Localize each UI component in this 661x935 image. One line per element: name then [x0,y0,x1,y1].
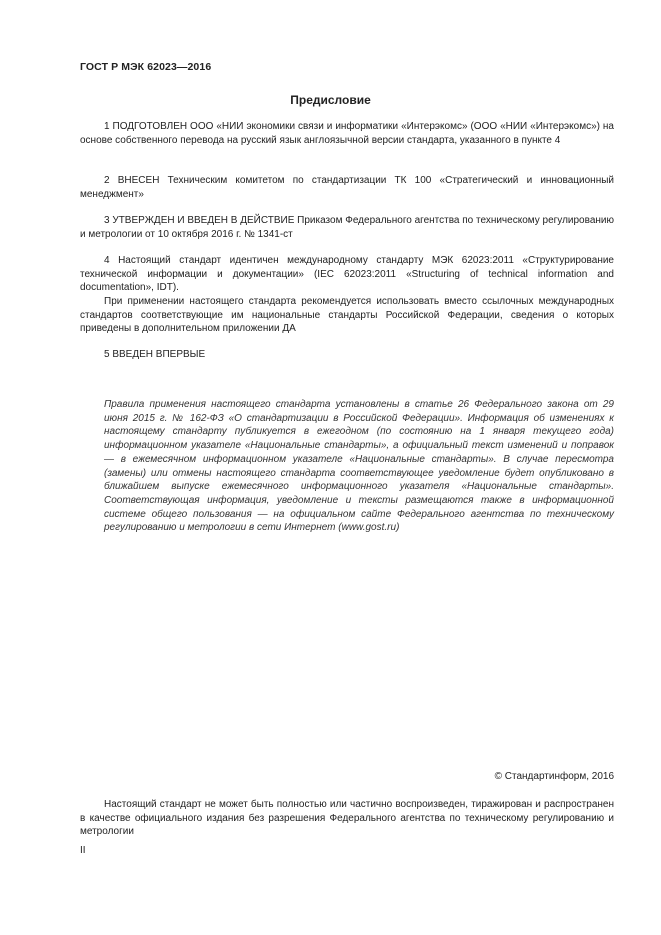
foreword-item-2: 2 ВНЕСЕН Техническим комитетом по стандартизации ТК 100 «Стратегический и инновационный менеджмент» [80,175,614,200]
foreword-item-1: 1 ПОДГОТОВЛЕН ООО «НИИ экономики связи и информатики «Интерэкомс» (ООО «НИИ «Интерэкомс») на основе собственного перевода на русский язык англоязычной версии стандарта, указанного в пункте 4 [80,121,614,146]
standard-rules-notice: Правила применения настоящего стандарта установлены в статье 26 Федерального закона от 29 июня 2015 г. № 162-ФЗ «О стандартизации в Российской Федерации». Информация об изменениях к настоящему стандарту публикуется в ежегодном (по состоянию на 1 января текущего года) информационном указателе «Национальные стандарты», а официальный текст изменений и поправок — в ежемесячном информационном указателе «Национальные стандарты». В случае пересмотра (замены) или отмены настоящего стандарта соответствующее уведомление будет опубликовано в ближайшем выпуске ежемесячного информационного указателя «Национальные стандарты». Соответствующая информация, уведомление и тексты размещаются также в информационной системе общего пользования — на официальном сайте Федерального агентства по техническому регулированию и метрологии в сети Интернет (www.gost.ru) [104,399,614,534]
copyright-notice: © Стандартинформ, 2016 [494,771,614,782]
document-code-header: ГОСТ Р МЭК 62023—2016 [80,61,212,73]
reproduction-notice: Настоящий стандарт не может быть полностью или частично воспроизведен, тиражирован и распространен в качестве официального издания без разрешения Федерального агентства по техническому регулированию и метрологии [80,799,614,837]
foreword-item-4-note: При применении настоящего стандарта рекомендуется использовать вместо ссылочных международных стандартов соответствующие им национальные стандарты Российской Федерации, сведения о которых приведены в дополнительном приложении ДА [80,296,614,334]
page-number: II [80,845,86,856]
foreword-item-4: 4 Настоящий стандарт идентичен международному стандарту МЭК 62023:2011 «Структурирование технической информации и документации» (IEC 62023:2011 «Structuring of technical information and documentation», IDT). [80,255,614,293]
page-title: Предисловие [290,93,371,107]
foreword-item-5: 5 ВВЕДЕН ВПЕРВЫЕ [104,349,206,360]
foreword-item-3: 3 УТВЕРЖДЕН И ВВЕДЕН В ДЕЙСТВИЕ Приказом Федерального агентства по техническому регулированию и метрологии от 10 октября 2016 г. № 1341-ст [80,215,614,240]
